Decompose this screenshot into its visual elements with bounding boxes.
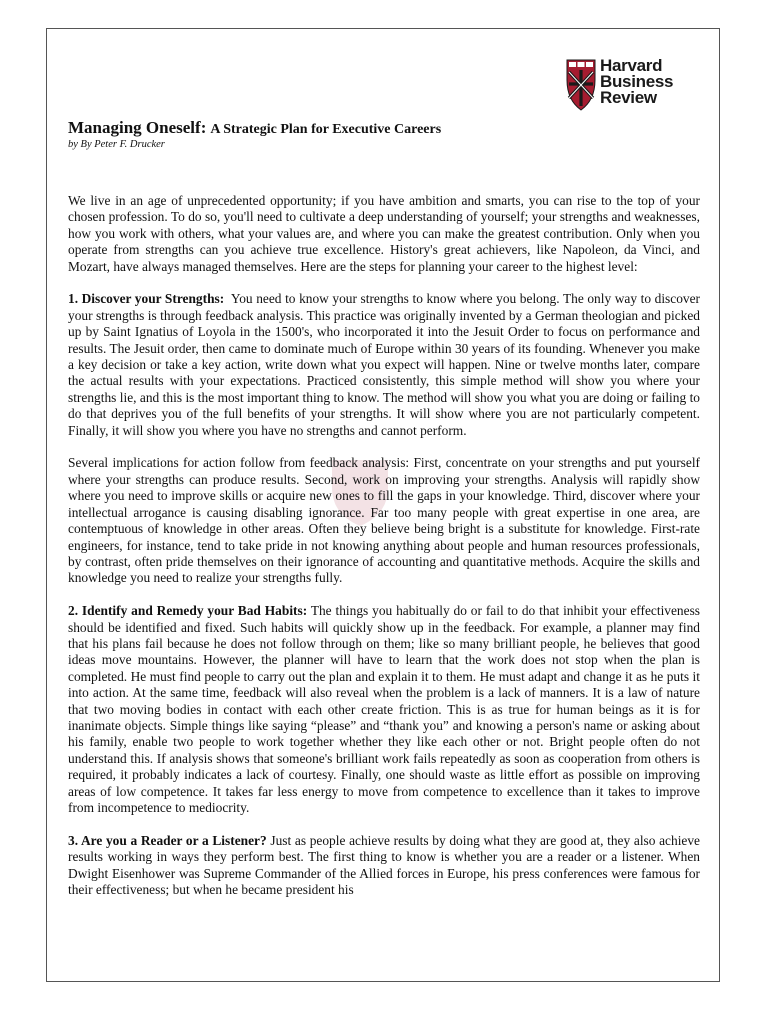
section-1-text: You need to know your strengths to know where you belong. The only way to discover your strengths is through feedback analysis. This practice was originally invented by a German theologian and picked up by Saint Ignatius of Loyola in the 1500's, who incorporated it into the Jesuit Order to focus on performance and results. The Jesuit order, then came to dominate much of Europe within 30 years of its founding. Whenever you make a key decision or take a key action, write down what you expect will happen. Nine or twelve months later, compare the actual results with your expectations. Practiced consistently, this simple method will show you where your strengths lie, and this is the most important thing to know. The method will show you what you are doing or failing to do that deprives you of the full benefits of your strengths. It will show where you are not particularly competent. Finally, it will show you where you have no strengths and cannot perform. [68,291,701,438]
article-title-main: Managing Oneself: [68,118,207,137]
logo-line-3: Review [600,88,657,107]
logo-line-1: Harvard [600,56,663,75]
section-2-paragraph [68,603,700,816]
intro-paragraph: We live in an age of unprecedented opportunity; if you have ambition and smarts, you can rise to the top of your chosen profession. To do so, you'll need to cultivate a deep understanding of yourself; your strengths and weaknesses, how you work with others, what your values are, and where you can make the greatest contribution. Only when you operate from strengths can you achieve true excellence. History's great achievers, like Napoleon, da Vinci, and Mozart, have always managed themselves. Here are the steps for planning your career to the highest level: [68,193,700,274]
article-body [68,193,700,915]
section-3-text: Just as people achieve results by doing what they are good at, they also achieve results working in ways they perform best. The first thing to know is whether you are a reader or a listener. When Dwight Eisenhower was Supreme Commander of the Allied forces in Europe, his press conferences were famous for their effectiveness; but when he became president his [68,832,701,897]
article-byline: by By Peter F. Drucker [68,139,165,150]
section-2-title: 2. Identify and Remedy your Bad Habits: [68,603,308,619]
section-1-continued: Several implications for action follow from feedback analysis: First, concentrate on your strengths and put yourself where your strengths can produce results. Second, work on improving your strengths. Analysis will rapidly show where you need to improve skills or acquire new ones to fill the gaps in your knowledge. Third, discover where your intellectual arrogance is causing disabling ignorance. Far too many people with great expertise in one area, are contemptuous of knowledge in other areas. Often they believe being bright is a substitute for knowledge. First-rate engineers, for instance, tend to take pride in not knowing anything about people and human resources professionals, by contrast, often pride themselves on their ignorance of accounting and quantitative methods. Acquire the skills and knowledge you need to realize your strengths fully. [68,455,700,586]
section-1-title: 1. Discover your Strengths: [68,291,225,307]
harvard-shield-icon [566,58,596,112]
logo-line-2: Business [600,72,674,91]
article-header [68,118,668,150]
hbr-logo [566,58,706,114]
section-1-paragraph [68,291,700,439]
section-2-text: The things you habitually do or fail to do that inhibit your effectiveness should be identified and fixed. Such habits will quickly show up in the feedback. For example, a planner may find that his plans fail because he does not follow through on them; like so many brilliant people, he believes that good ideas move mountains. However, the planner will have to learn that the work does not stop when the plan is completed. He must find people to carry out the plan and explain it to them. He must adapt and change it as he puts it into action. At the same time, feedback will also reveal when the problem is a lack of manners. It is a law of nature that two moving bodies in contact with each other create friction. This is as true for human beings as it is for inanimate objects. Simple things like saying “please” and “thank you” and knowing a person's name or asking about his family, enable two people to work together whether they like each other or not. Bright people often do not understand this. If analysis shows that someone's brilliant work fails repeatedly as soon as cooperation from others is required, it probably indicates a lack of courtesy. Finally, one should waste as little effort as possible on improving areas of low competence. It takes far less energy to move from competence to excellence than it takes to improve from incompetence to mediocrity. [68,603,700,815]
section-3-title: 3. Are you a Reader or a Listener? [68,832,267,848]
article-title-sub: A Strategic Plan for Executive Careers [210,122,442,137]
article-title [68,118,668,138]
section-3-paragraph [68,833,700,899]
logo-wordmark [600,58,706,106]
